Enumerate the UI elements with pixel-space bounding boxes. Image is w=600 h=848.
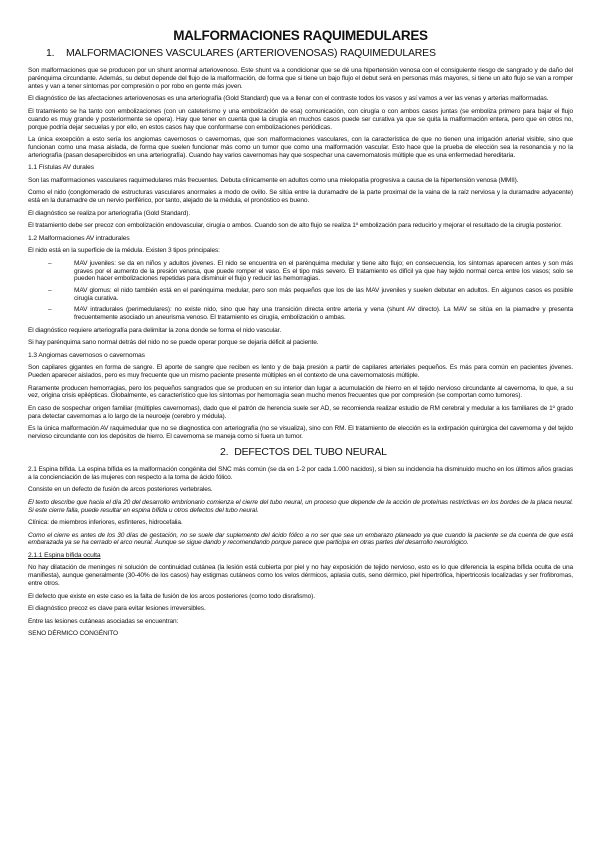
paragraph: El nido está en la superficie de la médula. Existen 3 tipos principales: (28, 247, 220, 255)
paragraph: El diagnóstico se realiza por arteriografía (Gold Standard). (28, 209, 191, 217)
paragraph: El diagnóstico requiere arteriografía para delimitar la zona donde se forma el nido vascular. (28, 326, 282, 334)
paragraph: No hay dilatación de meninges ni solución de continuidad cutánea (la lesión está cubierta por piel y no hay exposición de tejido nervioso, esto es lo que diferencia la espina bífida oculta de una manifiesta), aunque generalmente (30-40% de los casos) hay estigmas cutáneos como los velos dérmicos, aplasia cutis, seno dérmico, piel hipertrófica, hipertricosis localizadas y ser frofibromas, entre otros. (28, 564, 573, 588)
italic-note: Como el cierre es antes de los 30 días de gestación, no se suele dar suplemento del ácido fólico a no ser que sea un embarazo planeado ya que cuando la paciente se da cuenta de que está embarazada ya se ha cerrado el arco neural. Aunque se sigue dando y recomendando porque parece que participa en otras partes del desarrollo neurológico. (28, 531, 573, 547)
bullet-list (28, 260, 573, 323)
list-item: – MAV glomus: el nido también está en el parénquima medular, pero son más pequeños que los de las MAV juveniles y suelen debutar en adultos. En algunos casos es posible cirugía curativa. (48, 286, 573, 302)
paragraph: El tratamiento se ha tanto con embolizaciones (con un cateterismo y una embolización de esa) comunicación, con cirugía o con ambos casos juntas (se emboliza primero para bajar el flujo cuando es muy grande y posteriormente se opera). Hay que tener en cuenta que la cirugía en muchos casos puede ser curativa ya que se quita la malformación entera, pero que en otros no, porque podría dejar secuelas y por ello, en estos casos hay que conformarse con embolizaciones periódicas. (28, 107, 573, 131)
paragraph: Consiste en un defecto de fusión de arcos posteriores vertebrales. (28, 486, 213, 494)
paragraph: El diagnóstico precoz es clave para evitar lesiones irreversibles. (28, 605, 206, 613)
paragraph: Entre las lesiones cutáneas asociadas se encuentran: (28, 617, 179, 625)
paragraph: Son malformaciones que se producen por un shunt anormal arteriovenoso. Este shunt va a condicionar que se dé una hipertensión venosa con el consiguiente riesgo de sangrado y de daño del parénquima circundante. Además, su debut depende del flujo de la malformación, de forma que si tiene un bajo flujo el debut será en personas más mayores, si tiene un alto flujo se van a romper antes y van a tener síntomas por compresión o por robo en gente más joven. (28, 67, 573, 90)
list-item: – MAV intradurales (perimedulares): no existe nido, sino que hay una transición directa entre arteria y vena (shunt AV directo). La MAV se sitúa en la piamadre y presenta frecuentemente asociado un aneurisma venoso. El tratamiento es cirugía, embolización o ambas. (48, 306, 573, 322)
paragraph: En caso de sospechar origen familiar (múltiples cavernomas), dado que el patrón de herencia suele ser AD, se recomienda realizar estudio de RM cerebral y medular a los familiares de 1º grado para detectar cavernomas a lo largo de la neuroeje (cerebro y médula). (28, 404, 573, 420)
section-number: 1. (46, 47, 55, 59)
paragraph: 2.1 Espina bífida. La espina bífida es la malformación congénita del SNC más común (se da en 1-2 por cada 1.000 nacidos), si bien su incidencia ha disminuido mucho en los últimos años gracias a la concienciación de las mujeres con respecto a la toma de ácido fólico. (28, 465, 573, 481)
subsection-heading: 1.1 Fístulas AV durales (28, 164, 94, 172)
paragraph: Es la única malformación AV raquimedular que no se diagnostica con arteriografía (no se visualiza), sino con RM. El tratamiento de elección es la extirpación quirúrgica del cavernoma y del tejido nervioso circundante con los depósitos de hierro. El cavernoma se maneja como si fuera un tumor. (28, 425, 573, 441)
paragraph: Como el nido (conglomerado de estructuras vasculares anormales a modo de ovillo. Se sitúa entre la duramadre de la parte proximal de la vaina de la raíz nerviosa y la duramadre adyacente) está en la duramadre de un nervio periférico, por tanto, alejado de la médula, el pronóstico es bueno. (28, 189, 573, 205)
list-item: – MAV juveniles: se da en niños y adultos jóvenes. El nido se encuentra en el parénquima medular y tiene alto flujo; en consecuencia, los síntomas aparecen antes y son más graves por el aumento de la presión venosa, que puede romper el vaso. Es el tipo más severo. El tratamiento es difícil ya que hay tejido normal cerca entre los vasos; solo se pueden hacer embolizaciones repetidas para disminuir el flujo y reducir las hemorragias. (48, 259, 573, 283)
paragraph: El tratamiento debe ser precoz con embolización endovascular, cirugía o ambos. Cuando son de alto flujo se realiza 1º embolización para reducirlo y mejorar el resultado de la cirugía posterior. (28, 222, 562, 230)
subsection-heading: 1.2 Malformaciones AV intradurales (28, 234, 130, 242)
italic-note: El texto describe que hacia el día 20 del desarrollo embrionario comienza el cierre del tubo neural, un proceso que depende de la acción de proteínas restrictivas en los bordes de la placa neural. Si este cierre falla, puede resultar en espina bífida u otros defectos del tubo neural. (28, 498, 573, 514)
section-title: MALFORMACIONES VASCULARES (ARTERIOVENOSAS) RAQUIMEDULARES (66, 47, 436, 59)
paragraph: Si hay parénquima sano normal detrás del nido no se puede operar porque se dejaría déficit al paciente. (28, 339, 319, 347)
document-title: MALFORMACIONES RAQUIMEDULARES (173, 28, 428, 43)
section-1-heading (28, 47, 573, 60)
paragraph: La única excepción a esto sería los angiomas cavernosos o cavernomas, que son malformaciones vasculares, con la característica de que no tienen una irrigación arterial visible, sino que funcionan como una masa aislada, de forma que suelen funcionar más como un tumor que como una malformación vascular. Esto hace que la prueba de elección sea la resonancia y no la arteriografía (pasan desapercibidos en una arteriografía). Cuando hay varios cavernomas hay que sospechar una cavernomatosis múltiple que es una enfermedad hereditaria. (28, 136, 573, 159)
paragraph: Raramente producen hemorragias, pero los pequeños sangrados que se producen en su interior dan lugar a acumulación de hierro en el tejido nervioso circundante al cavernoma, lo que, a su vez, origina crisis epilépticas. Globalmente, es característico que los síntomas por hemorragia sean mucho menos frecuentes que por compresión (se comportan como tumores). (28, 384, 573, 400)
bullet-dash: – (48, 259, 52, 267)
bullet-dash: – (48, 286, 52, 294)
subsection-heading: 2.1.1 Espina bífida oculta (28, 551, 101, 559)
paragraph: Son capilares gigantes en forma de sangre. El aporte de sangre que reciben es lento y de baja presión a partir de capilares arteriales pequeños. Es más para común en pacientes jóvenes. Pueden aparecer aislados, pero es muy frecuente que un mismo paciente presente múltiples en el contexto de una cavernomatosis múltiple. (28, 364, 573, 380)
paragraph: Clínica: de miembros inferiores, esfínteres, hidrocefalia. (28, 519, 183, 527)
section-title: DEFECTOS DEL TUBO NEURAL (234, 445, 387, 458)
section-number: 2. (220, 445, 229, 458)
paragraph: Son las malformaciones vasculares raquimedulares más frecuentes. Debuta clínicamente en adultos como una mielopatía progresiva a causa de la hipertensión venosa (MMII). (28, 176, 519, 184)
subsection-heading: 1.3 Angiomas cavernosos o cavernomas (28, 351, 145, 359)
paragraph-heading: SENO DÉRMICO CONGÉNITO (28, 630, 118, 638)
paragraph: El defecto que existe en este caso es la falta de fusión de los arcos posteriores (como todo disrafismo). (28, 592, 315, 600)
bullet-dash: – (48, 306, 52, 314)
section-2-heading (28, 446, 573, 459)
paragraph: El diagnóstico de las afectaciones arteriovenosas es una arteriografía (Gold Standard) que va a llenar con el contraste todos los vasos y así vamos a ver las venas y arterias malformadas. (28, 95, 549, 103)
